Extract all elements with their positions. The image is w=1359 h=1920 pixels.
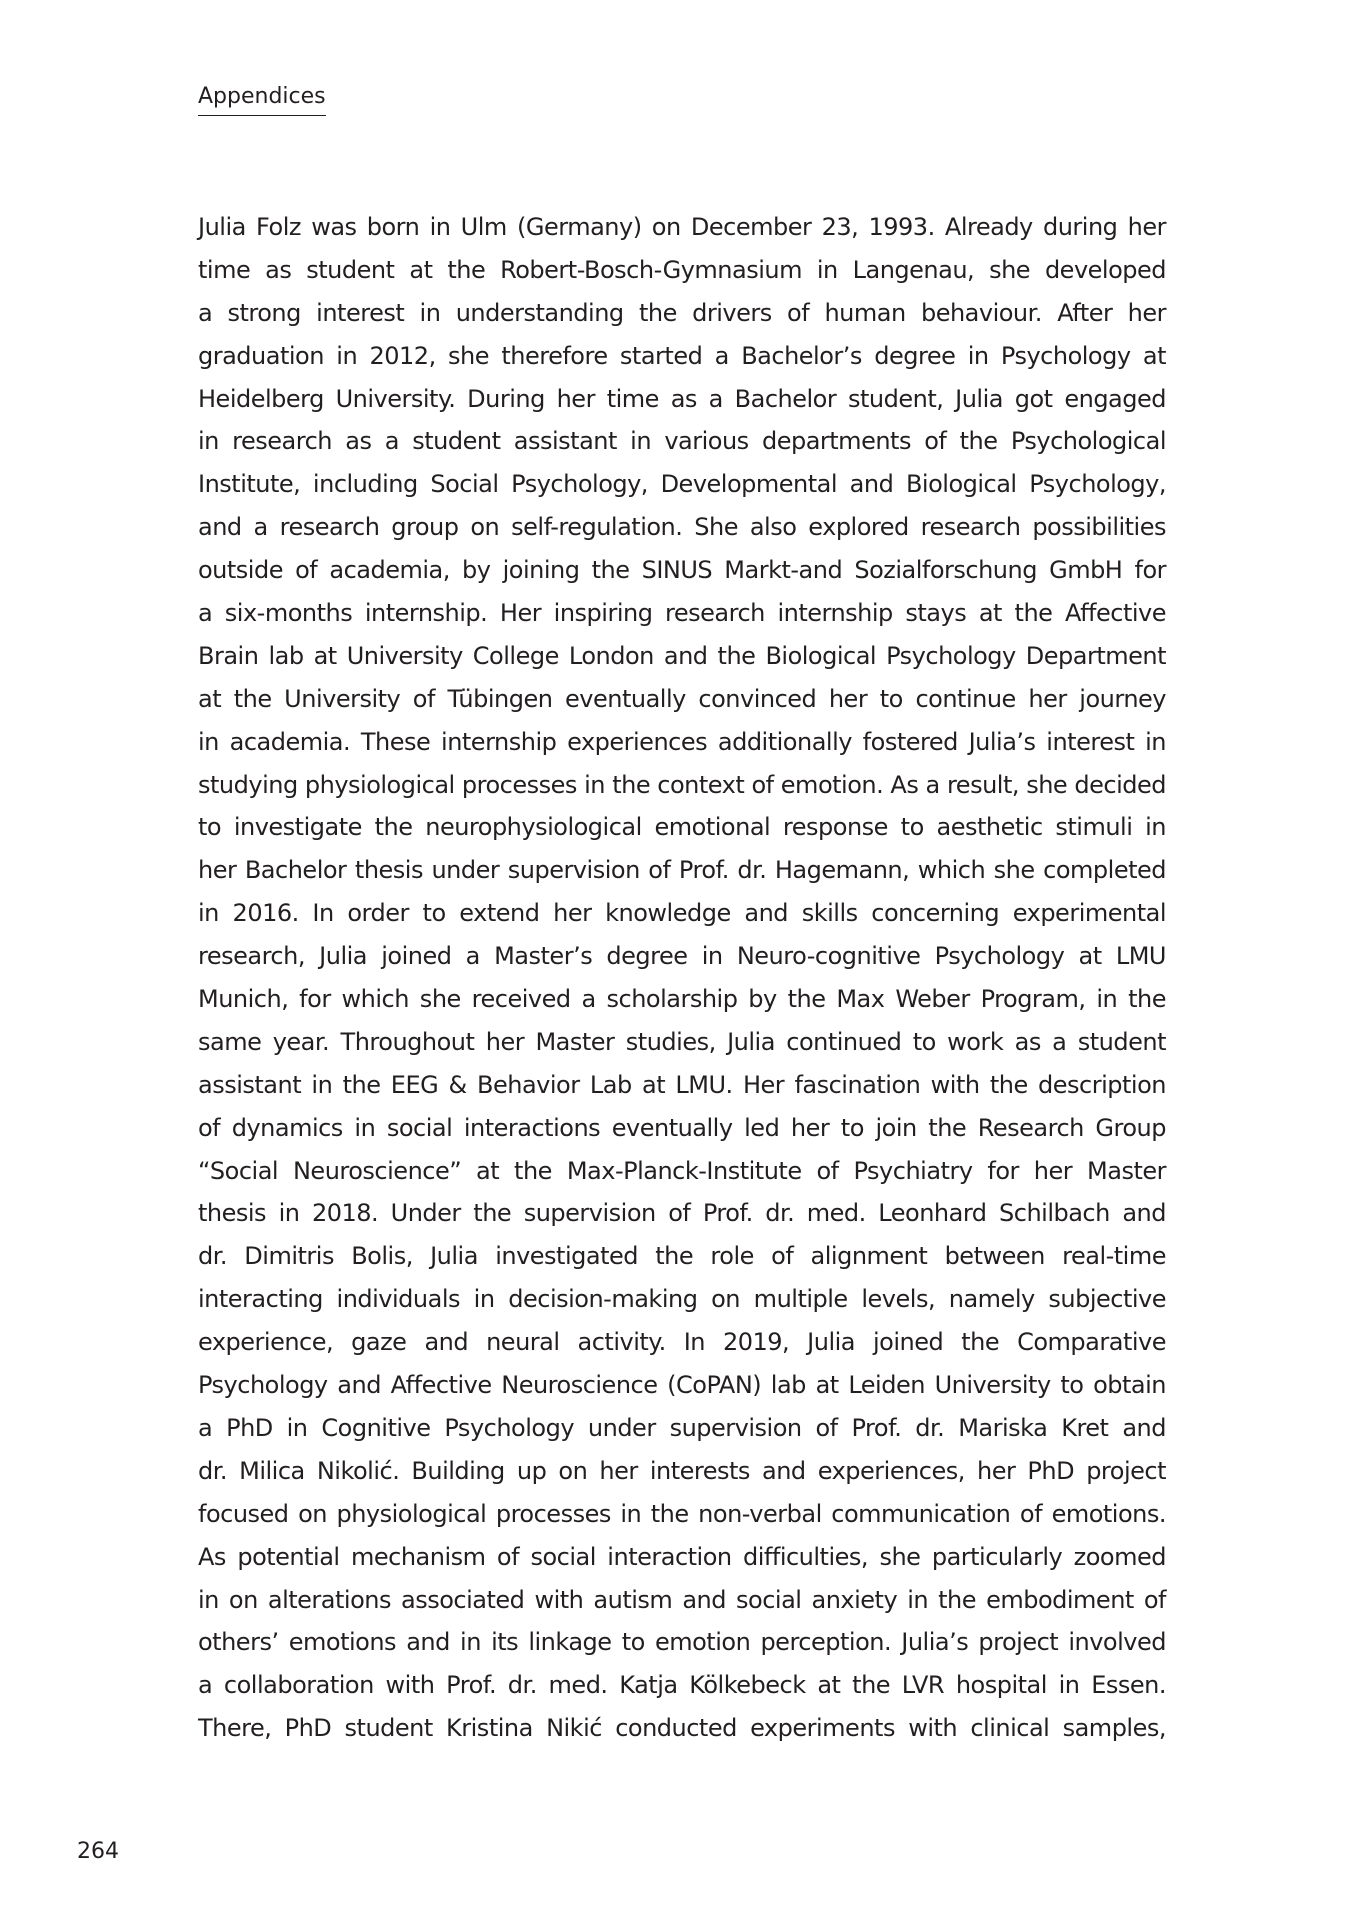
text-line: Munich, for which she received a scholarship by the Max Weber Program, in the: [198, 985, 1166, 1014]
text-line: There, PhD student Kristina Nikić conducted experiments with clinical samples,: [198, 1714, 1166, 1743]
text-line: a strong interest in understanding the drivers of human behaviour. After her: [198, 298, 1166, 327]
text-line: in academia. These internship experiences additionally fostered Julia’s interest in: [198, 727, 1166, 756]
text-line: experience, gaze and neural activity. In 2019, Julia joined the Comparative: [198, 1328, 1166, 1357]
text-line: in research as a student assistant in various departments of the Psychological: [198, 427, 1166, 456]
text-line: in on alterations associated with autism and social anxiety in the embodiment of: [198, 1585, 1166, 1614]
text-line: Julia Folz was born in Ulm (Germany) on December 23, 1993. Already during her: [198, 213, 1166, 241]
text-line: graduation in 2012, she therefore started a Bachelor’s degree in Psychology at: [198, 341, 1166, 370]
text-line: interacting individuals in decision-making on multiple levels, namely subjective: [198, 1285, 1166, 1314]
text-line: As potential mechanism of social interaction difficulties, she particularly zoomed: [198, 1542, 1166, 1571]
biography-paragraph: [198, 206, 1166, 1750]
text-line: Institute, including Social Psychology, Developmental and Biological Psychology,: [198, 470, 1166, 499]
text-line: to investigate the neurophysiological emotional response to aesthetic stimuli in: [198, 813, 1166, 842]
text-line: outside of academia, by joining the SINUS Markt-and Sozialforschung GmbH for: [198, 556, 1166, 585]
text-line: “Social Neuroscience” at the Max-Planck-Institute of Psychiatry for her Master: [198, 1156, 1166, 1185]
text-line: a six-months internship. Her inspiring research internship stays at the Affective: [198, 599, 1166, 628]
text-line: thesis in 2018. Under the supervision of Prof. dr. med. Leonhard Schilbach and: [198, 1199, 1166, 1228]
text-line: studying physiological processes in the context of emotion. As a result, she decided: [198, 770, 1166, 799]
page-number: 264: [77, 1839, 119, 1864]
running-header-title: Appendices: [198, 82, 326, 116]
text-line: focused on physiological processes in the non-verbal communication of emotions.: [198, 1499, 1166, 1528]
text-line: a PhD in Cognitive Psychology under supervision of Prof. dr. Mariska Kret and: [198, 1413, 1166, 1442]
text-line: her Bachelor thesis under supervision of Prof. dr. Hagemann, which she completed: [198, 856, 1166, 885]
text-line: of dynamics in social interactions eventually led her to join the Research Group: [198, 1113, 1166, 1142]
text-line: time as student at the Robert-Bosch-Gymnasium in Langenau, she developed: [198, 255, 1166, 284]
text-line: at the University of Tübingen eventually convinced her to continue her journey: [198, 684, 1166, 713]
text-line: assistant in the EEG & Behavior Lab at LMU. Her fascination with the description: [198, 1070, 1166, 1099]
text-line: a collaboration with Prof. dr. med. Katja Kölkebeck at the LVR hospital in Essen.: [198, 1671, 1166, 1700]
text-line: same year. Throughout her Master studies, Julia continued to work as a student: [198, 1027, 1166, 1056]
text-line: Brain lab at University College London and the Biological Psychology Department: [198, 641, 1166, 670]
text-line: dr. Milica Nikolić. Building up on her interests and experiences, her PhD project: [198, 1456, 1166, 1485]
text-line: and a research group on self-regulation. She also explored research possibilities: [198, 513, 1166, 542]
text-line: in 2016. In order to extend her knowledge and skills concerning experimental: [198, 899, 1166, 928]
text-line: dr. Dimitris Bolis, Julia investigated the role of alignment between real-time: [198, 1242, 1166, 1271]
text-line: others’ emotions and in its linkage to emotion perception. Julia’s project involved: [198, 1628, 1166, 1657]
text-line: Heidelberg University. During her time as a Bachelor student, Julia got engaged: [198, 384, 1166, 413]
text-line: Psychology and Affective Neuroscience (CoPAN) lab at Leiden University to obtain: [198, 1371, 1166, 1400]
text-line: research, Julia joined a Master’s degree in Neuro-cognitive Psychology at LMU: [198, 942, 1166, 971]
